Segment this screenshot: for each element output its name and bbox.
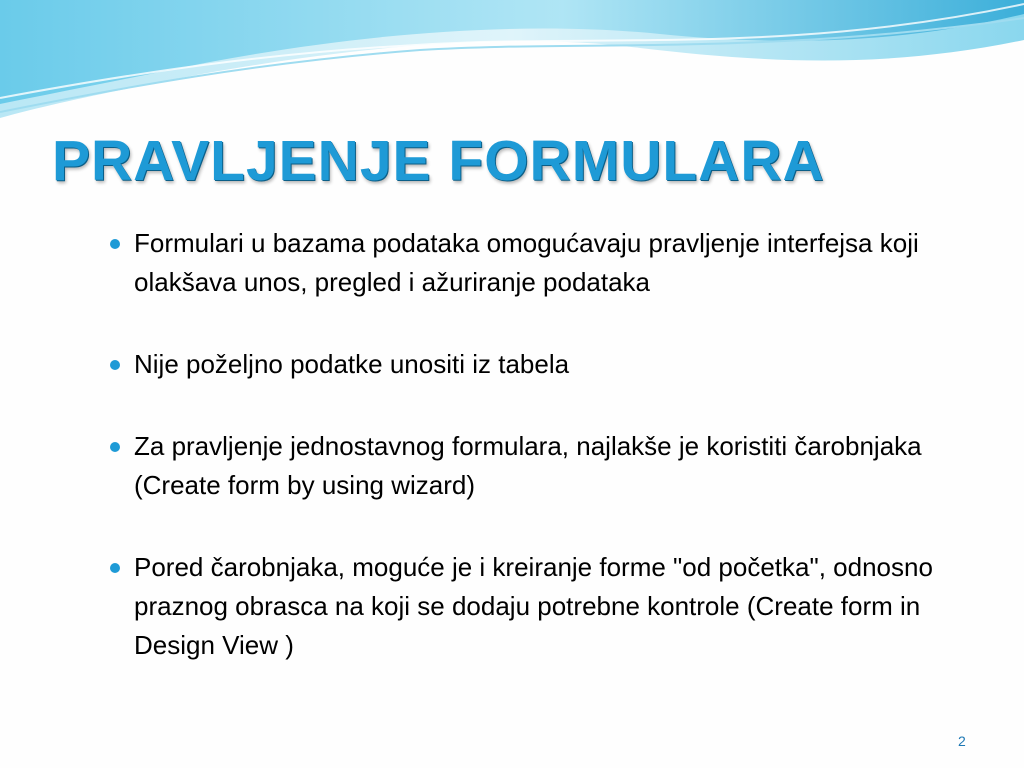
bullet-marker-icon [110,563,120,573]
bullet-item [106,427,966,505]
bullet-text: Formulari u bazama podataka omogućavaju pravljenje interfejsa koji olakšava unos, pregled i ažuriranje podataka [134,228,919,297]
bullet-list [106,224,966,708]
bullet-item [106,548,966,665]
bullet-marker-icon [110,360,120,370]
bullet-marker-icon [110,442,120,452]
bullet-text: Pored čarobnjaka, moguće je i kreiranje forme "od početka", odnosno praznog obrasca na koji se dodaju potrebne kontrole (Create form in Design View ) [134,552,933,660]
bullet-item [106,224,966,302]
page-number: 2 [958,733,966,749]
bullet-item [106,345,966,384]
header-wave-decoration [0,0,1024,130]
bullet-marker-icon [110,239,120,249]
bullet-text: Za pravljenje jednostavnog formulara, najlakše je koristiti čarobnjaka (Create form by using wizard) [134,431,922,500]
slide-title: PRAVLJENJE FORMULARA [52,129,825,193]
bullet-text: Nije poželjno podatke unositi iz tabela [134,349,570,379]
